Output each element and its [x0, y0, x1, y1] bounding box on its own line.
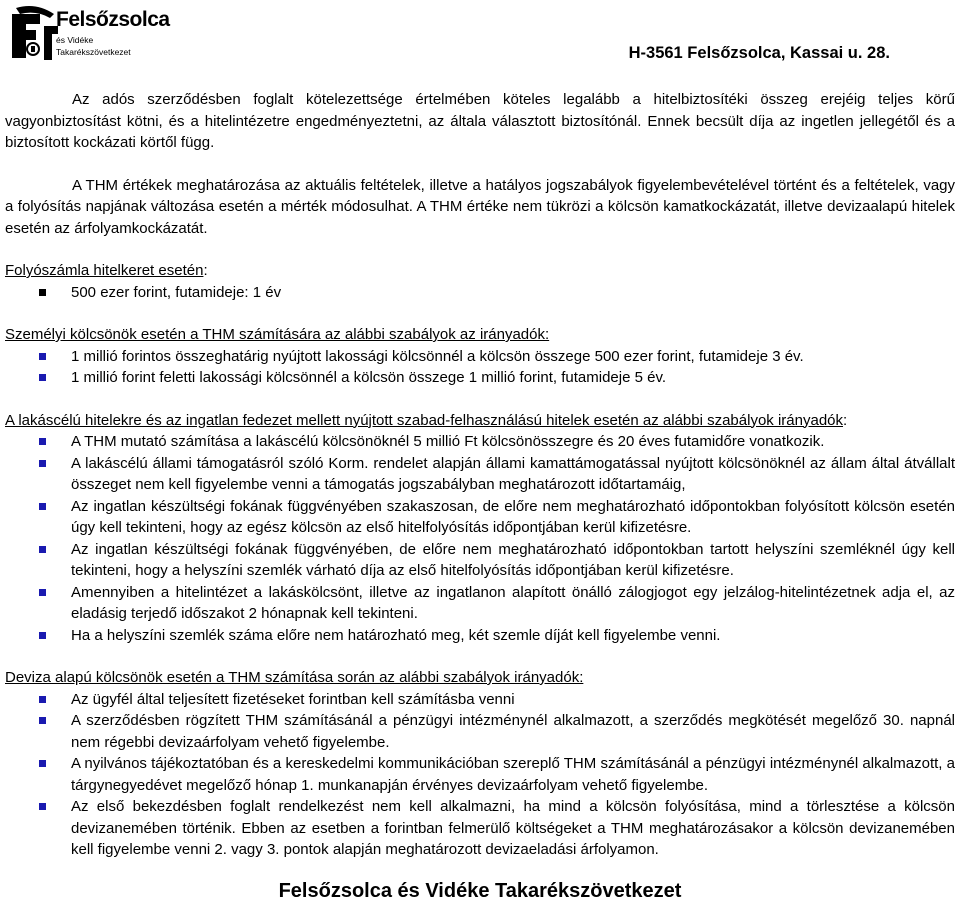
bullet-list [5, 282, 955, 304]
bullet-icon [39, 589, 46, 596]
paragraph-insurance: Az adós szerződésben foglalt kötelezettsége értelmében köteles legalább a hitelbiztosítéki összeg erejéig teljes körű vagyonbiztosítást kötni, és a hitelintézetre engedményeztetni, az általa választott biztosítónál. Ennek becsült díja az ingetlen jellegétől és a biztosított kockázati körtől függ. [5, 91, 955, 151]
logo-subtitle-2: Takarékszövetkezet [56, 47, 131, 57]
list-item: Az ingatlan készültségi fokának függvényében, de előre nem meghatározható időpontokban tartott helyszíni szemléknél úgy kell tekinteni, hogy a helyszíni szemlék várható díja az első hitelfolyósítás időpontjában kerül kifizetésre. [5, 539, 955, 582]
logo [6, 4, 170, 66]
section-heading: A lakáscélú hitelekre és az ingatlan fedezet mellett nyújtott szabad-felhasználású hitelek esetén az alábbi szabályok irányadók: [5, 411, 848, 429]
bullet-icon [39, 546, 46, 553]
page-header [0, 0, 960, 70]
section-heading: Személyi kölcsönök esetén a THM számítására az alábbi szabályok az irányadók: [5, 326, 550, 343]
page-footer: Felsőzsolca és Vidéke Takarékszövetkezet [278, 880, 682, 902]
bullet-icon [39, 803, 46, 810]
bullet-icon [39, 717, 46, 724]
bullet-icon [39, 438, 46, 445]
bullet-list [5, 689, 955, 861]
list-item: A nyilvános tájékoztatóban és a kereskedelmi kommunikációban szereplő THM számításánál a pénzügyi intézménynél alkalmazott, a tárgynegyedévet megelőző hónap 1. munkanapján érvényes devizaárfolyam vehető figyelembe. [5, 753, 955, 796]
bullet-icon [39, 503, 46, 510]
list-item: A THM mutató számítása a lakáscélú kölcsönöknél 5 millió Ft kölcsönösszegre és 20 éves futamidőre vonatkozik. [5, 431, 955, 453]
list-item: 1 millió forint feletti lakossági kölcsönnél a kölcsön összege 1 millió forint, futamideje 5 év. [5, 367, 955, 389]
list-item: Az ügyfél által teljesített fizetéseket forintban kell számításba venni [5, 689, 955, 711]
section-heading: Folyószámla hitelkeret esetén: [5, 262, 208, 279]
list-item: 1 millió forintos összeghatárig nyújtott lakossági kölcsönnél a kölcsön összege 500 ezer forint, futamideje 3 év. [5, 346, 955, 368]
paragraph-thm: A THM értékek meghatározása az aktuális feltételek, illetve a hatályos jogszabályok figyelembevételével történt és a feltételek, vagy a folyósítás napjának változása esetén a mérték módosulhat. A THM értéke nem tükrözi a kölcsön kamatkockázatát, illetve devizaalapú hitelek esetén az árfolyamkockázatát. [5, 176, 955, 237]
logo-title: Felsőzsolca [56, 8, 170, 31]
list-item: 500 ezer forint, futamideje: 1 év [5, 282, 955, 304]
list-item: Ha a helyszíni szemlék száma előre nem határozható meg, két szemle díját kell figyelembe venni. [5, 625, 955, 647]
header-address: H-3561 Felsőzsolca, Kassai u. 28. [628, 44, 890, 62]
section-personal-loans [5, 324, 955, 389]
section-overdraft [5, 260, 955, 303]
list-item: Az ingatlan készültségi fokának függvényében szakaszosan, de előre nem meghatározható időpontokban folyósított kölcsön esetén úgy kell tekinteni, hogy az egész kölcsön az első hitelfolyósítás időpontjában kerül kifizetésre. [5, 496, 955, 539]
bullet-icon [39, 353, 46, 360]
bullet-icon [39, 289, 46, 296]
logo-subtitle-1: és Vidéke [56, 35, 94, 45]
bullet-icon [39, 632, 46, 639]
section-heading: Deviza alapú kölcsönök esetén a THM számítása során az alábbi szabályok irányadók: [5, 669, 584, 686]
bullet-list [5, 431, 955, 646]
section-housing-loans [5, 410, 955, 647]
bullet-icon [39, 696, 46, 703]
bullet-list [5, 346, 955, 389]
list-item: Amennyiben a hitelintézet a lakáskölcsönt, illetve az ingatlanon alapított önálló zálogjogot egy jelzálog-hitelintézetnek adja el, az eladásig terjedő időszakot 2 hónapnak kell tekinteni. [5, 582, 955, 625]
list-item: A lakáscélú állami támogatásról szóló Korm. rendelet alapján állami kamattámogatással nyújtott kölcsönöknél az állam által átvállalt összeget nem kell figyelembe venni a támogatás jogszabályban meghatározott időtartamáig, [5, 453, 955, 496]
section-fx-loans [5, 667, 955, 861]
bullet-icon [39, 374, 46, 381]
list-item: Az első bekezdésben foglalt rendelkezést nem kell alkalmazni, ha mind a kölcsön folyósítása, mind a törlesztése a kölcsön devizanemében történik. Ebben az esetben a forintban felmerülő költségeket a THM meghatározásakor a kölcsön devizanemében kell figyelembe venni 2. vagy 3. pontok alapján meghatározott devizaeladási árfolyamon. [5, 796, 955, 861]
bullet-icon [39, 460, 46, 467]
list-item: A szerződésben rögzített THM számításánál a pénzügyi intézménynél alkalmazott, a szerződés megkötését megelőző 30. napnál nem régebbi devizaárfolyam vehető figyelembe. [5, 710, 955, 753]
document-body [5, 89, 955, 861]
bullet-icon [39, 760, 46, 767]
